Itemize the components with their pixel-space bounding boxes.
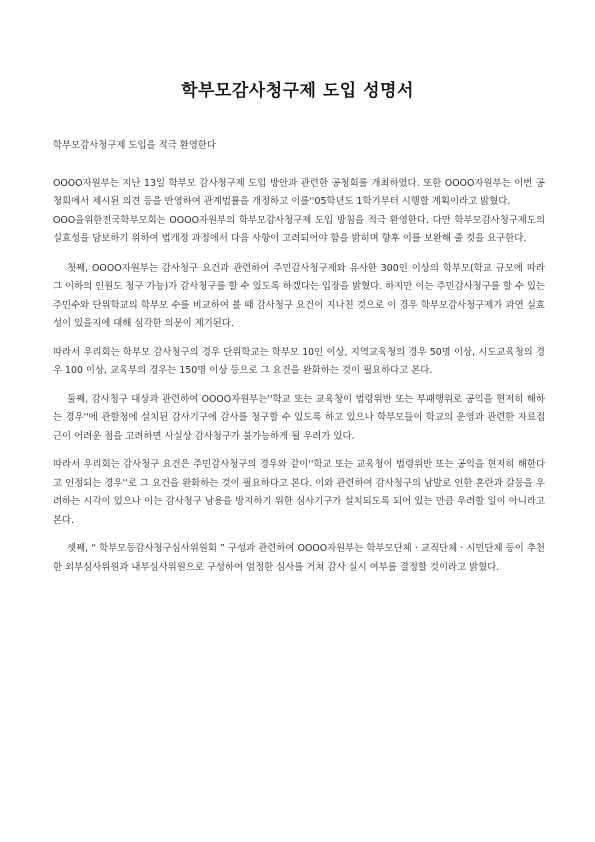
- paragraph-1: OOOO자원부는 지난 13일 학부모 감사청구제 도입 방안과 관련한 공청회를 개최하였다. 또한 OOOO자원부는 이번 공청회에서 제시된 의견 등을 반영하여 관계법률을 개정하고 이를''05학년도 1학기부터 시행할 계획이라고 밝혔다.: [53, 177, 545, 207]
- document-title: 학부모감사청구제 도입 성명서: [181, 81, 414, 101]
- document-body: [53, 137, 545, 577]
- paragraph-7: 셋째, “ 학부모등감사청구심사위원회 ” 구성과 관련하여 OOOO자원부는 학부모단체 · 교직단체 · 시민단체 등이 추천한 외부심사위원과 내부심사위원으로 구성하여 엄정한 심사를 거쳐 감사 실시 여부를 결정할 것이라고 밝혔다.: [53, 543, 545, 573]
- paragraph-3: 첫째, OOOO자원부는 감사청구 요건과 관련하여 주민감사청구제와 유사한 300인 이상의 학부모(학교 규모에 따라 그 이하의 인원도 청구 가능)가 감사청구를 할 수 있도록 하겠다는 입장을 밝혔다. 하지만 이는 주민감사청구를 할 수 있는 주민수와 단위학교의 학부모 수를 비교하여 볼 때 감사청구 요건이 지나친 것으로 이 경우 학부모감사청구제가 과연 실효성이 있을지에 대해 심각한 의문이 제기된다.: [53, 262, 546, 329]
- paragraph-4: 따라서 우리회는 학부모 감사청구의 경우 단위학교는 학부모 10인 이상, 지역교육청의 경우 50명 이상, 시도교육청의 경우 100 이상, 교육부의 경우는 150명 이상 등으로 그 요건을 완화하는 것이 필요하다고 본다.: [53, 346, 545, 376]
- paragraph-2: OOO을위한전국학부모회는 OOOO자원부의 학부모감사청구제 도입 방침을 적극 환영한다. 다만 학부모감사청구제도의 실효성을 담보하기 위하여 법개정 과정에서 다음 사항이 고려되어야 함을 밝히며 향후 이를 보완해 줄 것을 요구한다.: [53, 214, 545, 244]
- paragraph-5: 둘째, 감사청구 대상과 관련하여 OOOO자원부는''학교 또는 교육청이 법령위반 또는 부패행위로 공익을 현저히 해하는 경우''에 관할청에 설치된 감사기구에 감사를 청구할 수 있도록 하고 있으나 학부모들이 학교의 운영과 관련한 자료접근이 어려운 점을 고려하면 사실상 감사청구가 불가능하게 될 우려가 있다.: [53, 393, 545, 442]
- paragraph-6: 따라서 우리회는 감사청구 요건은 주민감사청구의 경우와 같이''학교 또는 교육청이 법령위반 또는 공익을 현저히 해한다고 인정되는 경우''로 그 요건을 완화하는 것이 필요하다고 본다. 이와 관련하여 감사청구의 남발로 인한 혼란과 갈등을 우려하는 시각이 있으나 이는 감사청구 남용을 방지하기 위한 심사기구가 설치되도록 되어 있는 만큼 우려할 일이 아니라고 본다.: [53, 459, 545, 526]
- subtitle: 학부모감사청구제 도입을 적극 환영한다: [53, 140, 216, 151]
